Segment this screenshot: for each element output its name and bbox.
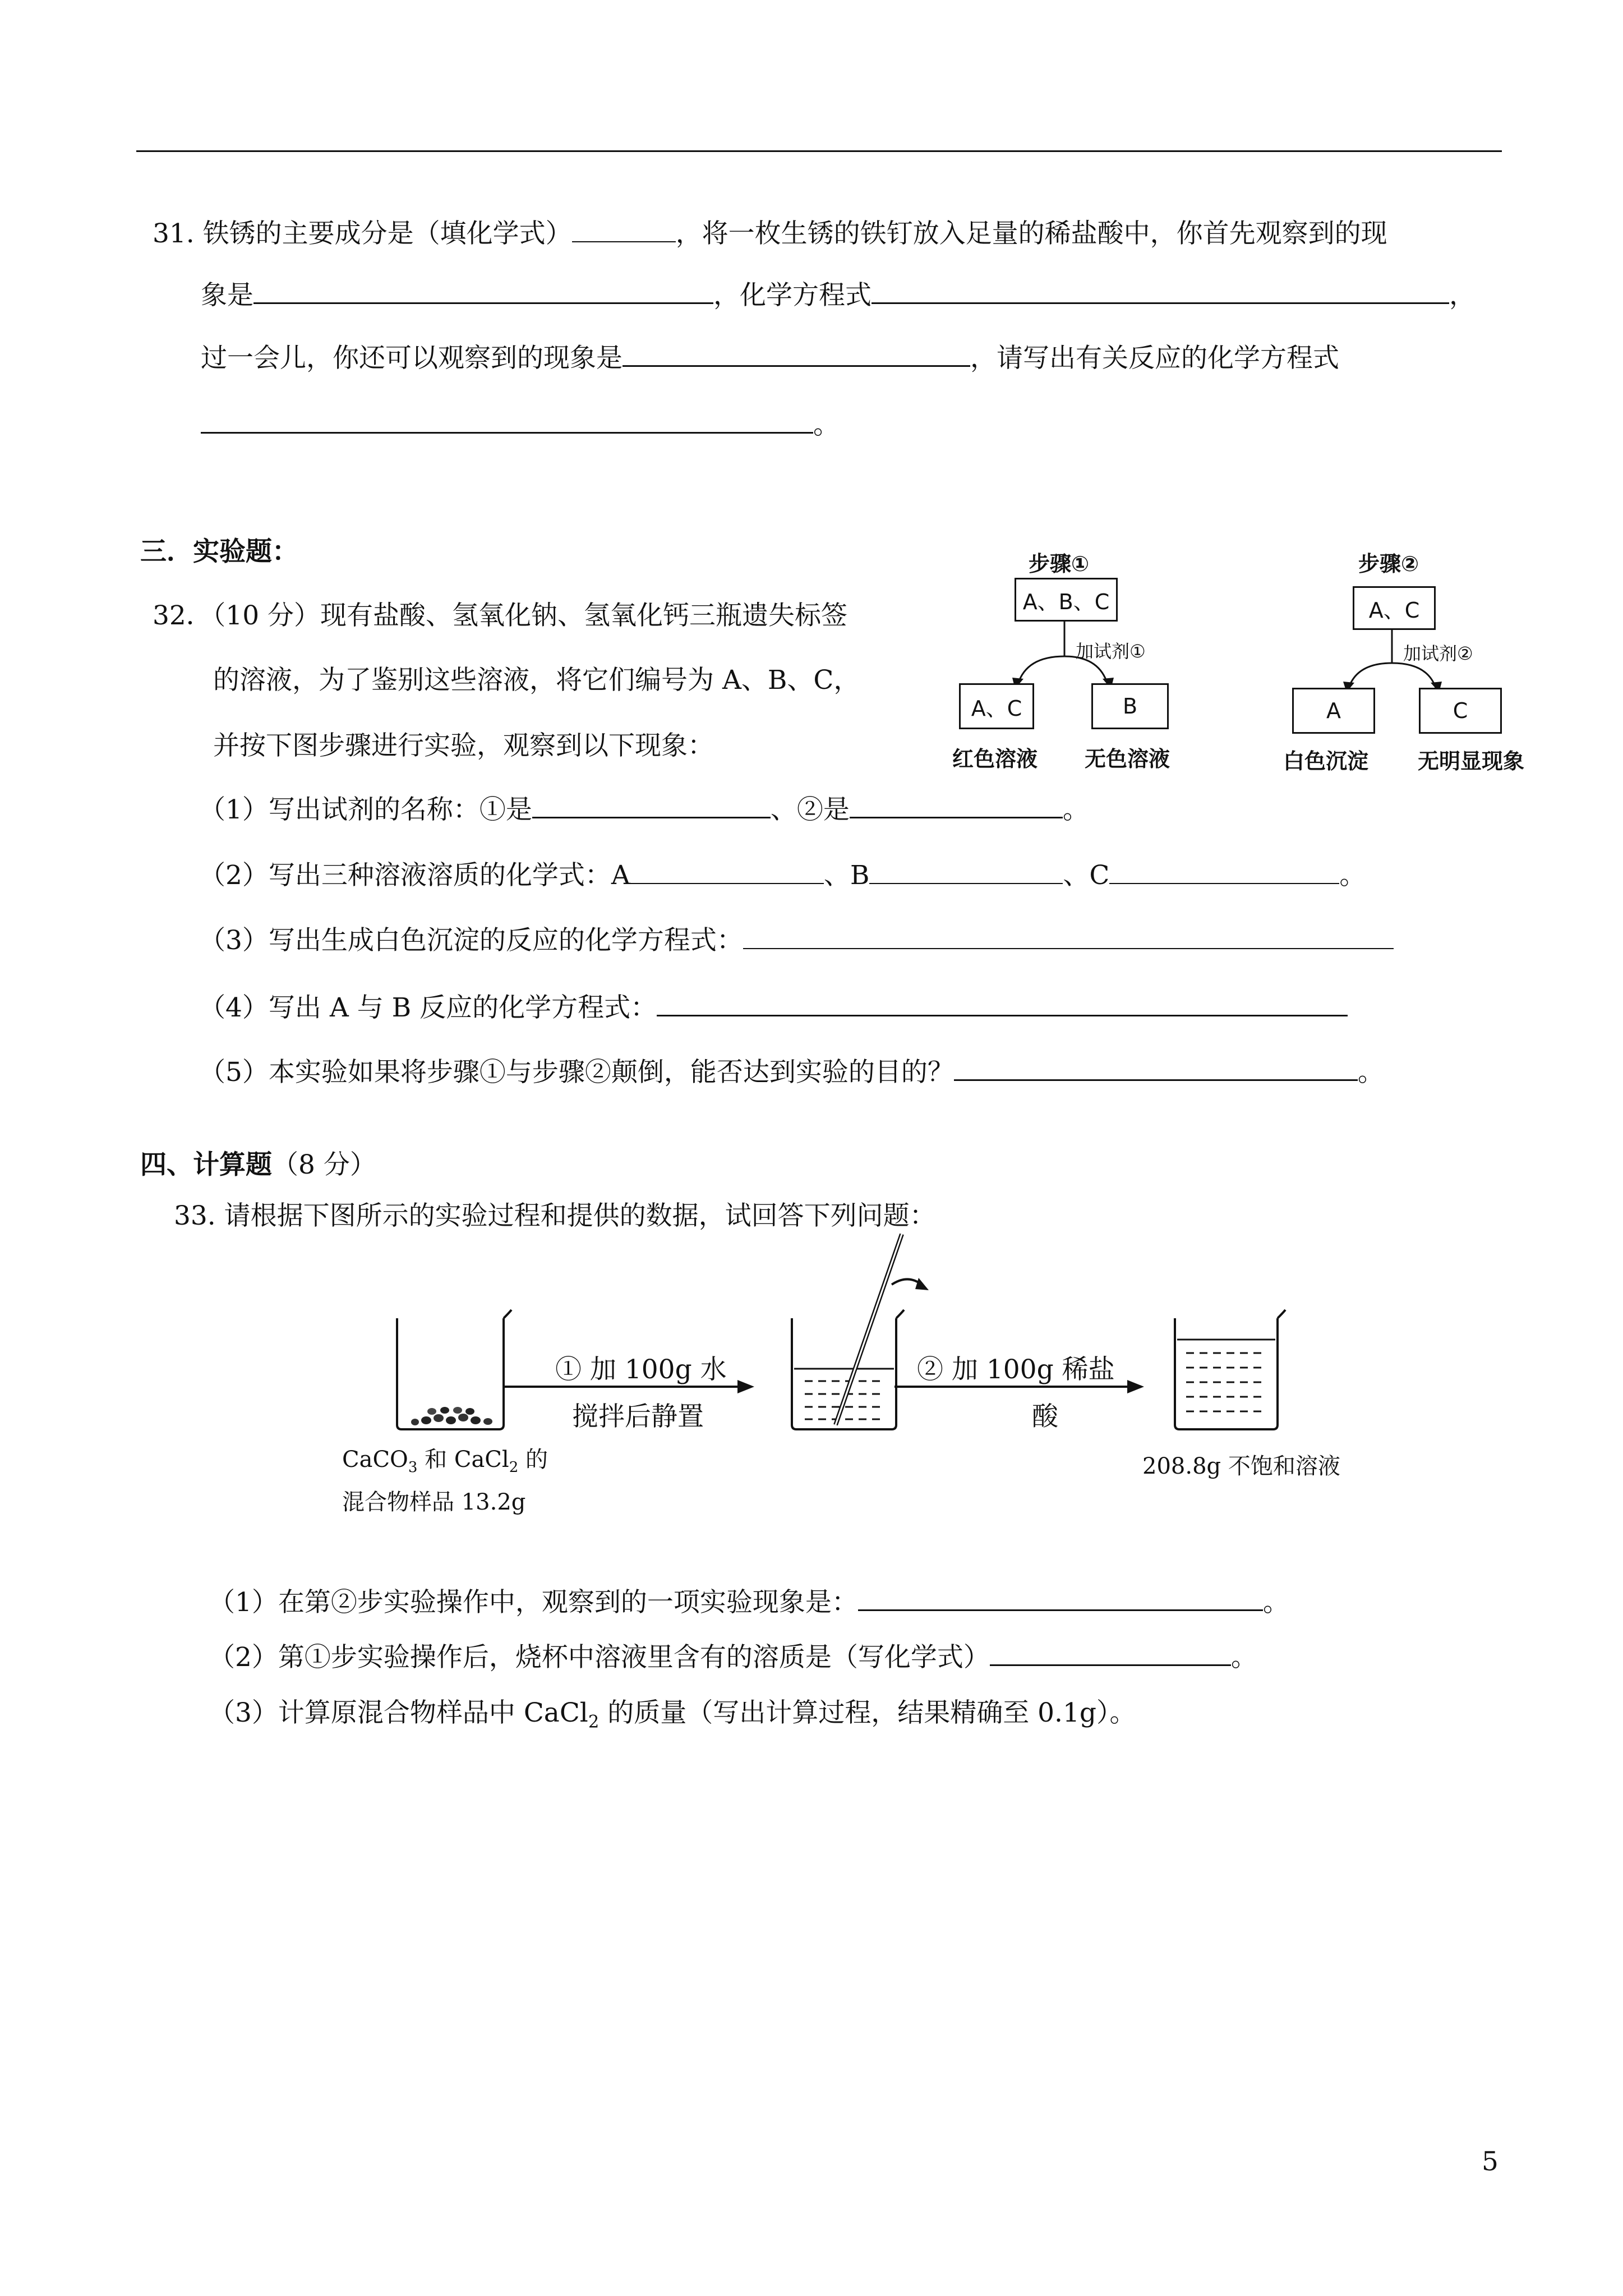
- q32-sub2-blank-c[interactable]: [1109, 858, 1339, 884]
- q31-answer-blank-5[interactable]: [201, 407, 813, 434]
- step1-left-box: A、C: [959, 683, 1034, 729]
- q33-sub3: [209, 1696, 1136, 1739]
- q32-flow-diagram: [897, 544, 1531, 780]
- sample-formula-sub2: 2: [509, 1459, 519, 1476]
- step1-right-box: B: [1091, 683, 1169, 729]
- q33-sub1-blank[interactable]: [858, 1585, 1263, 1611]
- q31-line4-end: 。: [813, 409, 840, 440]
- q32-sub1-b: 、②是: [770, 794, 850, 825]
- q32-sub1-blank-1[interactable]: [532, 792, 771, 818]
- q33-sub2-a: （2）第①步实验操作后，烧杯中溶液里含有的溶质是（写化学式）: [209, 1642, 990, 1673]
- beaker-sample-icon: [397, 1310, 511, 1429]
- arrow2-bottom-label: 酸: [1032, 1401, 1058, 1432]
- section4-heading-bold: 四、计算题: [140, 1149, 272, 1180]
- section4-heading-rest: （8 分）: [272, 1149, 376, 1180]
- q31-line1-a: 31. 铁锈的主要成分是（填化学式）: [153, 218, 572, 249]
- sample-formula-cacl: 和 CaCl: [417, 1447, 509, 1473]
- q32-line1: 32．（10 分）现有盐酸、氢氧化钠、氢氧化钙三瓶遗失标签: [153, 600, 848, 631]
- step1-right-result: 无色溶液: [1085, 747, 1170, 771]
- step1-title: 步骤①: [1029, 551, 1090, 576]
- q32-sub2: [199, 858, 1366, 892]
- step1-reagent: 加试剂①: [1076, 641, 1146, 662]
- q33-sub1: [209, 1585, 1289, 1619]
- q32-sub2-d: 。: [1339, 860, 1366, 891]
- arrow1-top-label: ① 加 100g 水: [555, 1354, 727, 1385]
- step2-right-box: C: [1419, 688, 1502, 734]
- q31-line3: [201, 341, 1339, 375]
- step2-title: 步骤②: [1358, 551, 1419, 576]
- q32-sub2-b: 、B: [823, 860, 870, 891]
- q31-line2: [201, 278, 1476, 312]
- step2-right-result: 无明显现象: [1418, 749, 1525, 774]
- q31-line3-a: 过一会儿，你还可以观察到的现象是: [201, 343, 623, 374]
- experiment-drawing: [331, 1228, 1396, 1442]
- q31-answer-blank-1[interactable]: [572, 217, 676, 242]
- q33-sub1-b: 。: [1262, 1587, 1289, 1618]
- q31-answer-blank-3[interactable]: [872, 278, 1449, 304]
- q32-sub4: [199, 990, 1348, 1025]
- q31-line1-b: ，将一枚生锈的铁钉放入足量的稀盐酸中，你首先观察到的现: [675, 218, 1387, 249]
- arrow2-top-label: ② 加 100g 稀盐: [917, 1354, 1115, 1385]
- q33-sub2-b: 。: [1230, 1642, 1257, 1673]
- sample-formula-suffix: 的: [518, 1447, 548, 1473]
- step2-left-result: 白色沉淀: [1283, 749, 1369, 774]
- page-number: 5: [1482, 2146, 1498, 2177]
- sample-label-line1: [342, 1443, 548, 1484]
- step2-reagent: 加试剂②: [1403, 643, 1473, 664]
- step2-box: A、C: [1353, 586, 1436, 630]
- q33-sub3-a: （3）计算原混合物样品中 CaCl: [209, 1697, 588, 1728]
- q33-sub2-blank[interactable]: [990, 1640, 1231, 1666]
- q31-line1: [153, 217, 1387, 251]
- step2-left-box: A: [1292, 688, 1375, 734]
- q32-sub1-c: 。: [1062, 794, 1089, 825]
- step1-box: A、B、C: [1015, 578, 1118, 622]
- q32-line2: 的溶液，为了鉴别这些溶液，将它们编号为 A、B、C，: [213, 665, 860, 696]
- beaker-solution-icon: [1175, 1310, 1285, 1429]
- q32-sub3-text: （3）写出生成白色沉淀的反应的化学方程式：: [199, 925, 743, 956]
- q31-answer-blank-4[interactable]: [623, 341, 970, 367]
- q32-line3: 并按下图步骤进行实验，观察到以下现象：: [213, 730, 714, 761]
- q32-sub5-blank[interactable]: [954, 1055, 1358, 1081]
- q32-sub2-blank-a[interactable]: [630, 858, 824, 884]
- arrow1-bottom-label: 搅拌后静置: [572, 1401, 704, 1432]
- q32-sub4-blank[interactable]: [657, 990, 1348, 1016]
- q32-sub1: [199, 792, 1089, 827]
- sample-formula-caco: CaCO: [342, 1447, 408, 1473]
- q33-sub3-sub: 2: [588, 1712, 600, 1732]
- section4-heading: [140, 1148, 376, 1182]
- q33-sub1-a: （1）在第②步实验操作中，观察到的一项实验现象是：: [209, 1587, 858, 1618]
- q32-sub1-a: （1）写出试剂的名称：①是: [199, 794, 532, 825]
- q31-line3-b: ，请写出有关反应的化学方程式: [970, 343, 1339, 374]
- q32-sub2-c: 、C: [1063, 860, 1110, 891]
- q32-sub5: [199, 1055, 1384, 1089]
- q31-line4: [201, 407, 840, 442]
- q32-sub3: [199, 923, 1394, 958]
- q33-sub3-b: 的质量（写出计算过程，结果精确至 0.1g）。: [599, 1697, 1136, 1728]
- beaker-stirring-icon: [792, 1234, 929, 1429]
- q31-answer-blank-2[interactable]: [253, 278, 713, 304]
- q32-sub2-a: （2）写出三种溶液溶质的化学式：A: [199, 860, 630, 891]
- section3-heading: 三．实验题：: [140, 536, 298, 567]
- q33-experiment-diagram: [331, 1228, 1396, 1543]
- q32-sub2-blank-b[interactable]: [869, 858, 1063, 884]
- q33-sub2: [209, 1640, 1257, 1674]
- q32-sub5-a: （5）本实验如果将步骤①与步骤②颠倒，能否达到实验的目的？: [199, 1057, 954, 1088]
- q32-sub5-b: 。: [1357, 1057, 1384, 1088]
- header-rule: [136, 150, 1502, 152]
- q33-intro: 33. 请根据下图所示的实验过程和提供的数据，试回答下列问题：: [174, 1200, 936, 1231]
- sample-label-line2: 混合物样品 13.2g: [342, 1489, 526, 1515]
- q31-line2-a: 象是: [201, 280, 253, 311]
- q32-sub1-blank-2[interactable]: [850, 792, 1063, 818]
- sample-formula-sub1: 3: [408, 1459, 418, 1476]
- q31-line2-b: ，化学方程式: [713, 280, 872, 311]
- q32-sub4-text: （4）写出 A 与 B 反应的化学方程式：: [199, 992, 657, 1023]
- step1-left-result: 红色溶液: [952, 747, 1038, 771]
- q32-sub3-blank[interactable]: [743, 923, 1394, 949]
- q31-line2-c: ，: [1449, 280, 1476, 311]
- result-label: 208.8g 不饱和溶液: [1142, 1453, 1340, 1479]
